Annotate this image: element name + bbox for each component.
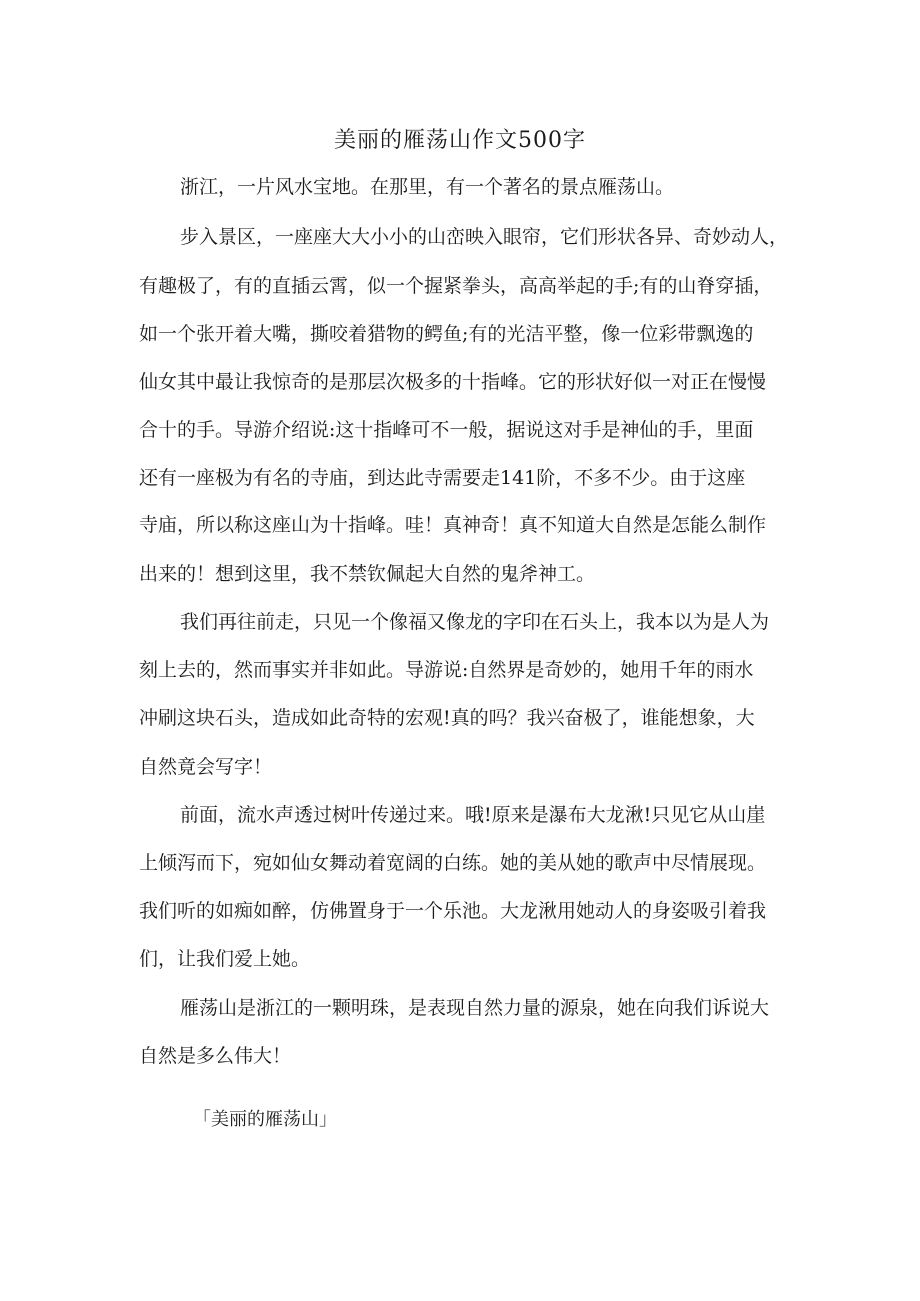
closing-signature: 「美丽的雁荡山」: [193, 1109, 337, 1130]
text-line: 步入景区，一座座大大小小的山峦映入眼帘，它们形状各异、奇妙动人，: [180, 226, 789, 248]
text-line: 如一个张开着大嘴，撕咬着猎物的鳄鱼;有的光洁平整，像一位彩带飘逸的: [139, 323, 754, 345]
text-line: 出来的！想到这里，我不禁钦佩起大自然的鬼斧神工。: [139, 563, 596, 585]
text-line: 浙江，一片风水宝地。在那里，有一个著名的景点雁荡山。: [180, 176, 675, 198]
text-line: 还有一座极为有名的寺庙，到达此寺需要走141阶，不多不少。由于这座: [139, 467, 746, 489]
text-line: 上倾泻而下，宛如仙女舞动着宽阔的白练。她的美从她的歌声中尽情展现。: [139, 852, 767, 874]
text-line: 刻上去的，然而事实并非如此。导游说:自然界是奇妙的，她用千年的雨水: [139, 659, 754, 681]
document-title: 美丽的雁荡山作文500字: [334, 128, 586, 153]
text-line: 自然是多么伟大！: [139, 1045, 292, 1067]
text-line: 们，让我们爱上她。: [139, 948, 311, 970]
text-line: 合十的手。导游介绍说:这十指峰可不一般，据说这对手是神仙的手，里面: [139, 419, 754, 441]
text-line: 前面，流水声透过树叶传递过来。哦!原来是瀑布大龙湫!只见它从山崖: [180, 804, 766, 826]
text-line: 寺庙，所以称这座山为十指峰。哇！真神奇！真不知道大自然是怎能么制作: [139, 514, 767, 536]
text-line: 雁荡山是浙江的一颗明珠，是表现自然力量的源泉，她在向我们诉说大: [180, 997, 770, 1019]
text-line: 冲刷这块石头，造成如此奇特的宏观!真的吗？我兴奋极了，谁能想象，大: [139, 707, 755, 729]
text-line: 我们听的如痴如醉，仿佛置身于一个乐池。大龙湫用她动人的身姿吸引着我: [139, 900, 767, 922]
text-line: 我们再往前走，只见一个像福又像龙的字印在石头上，我本以为是人为: [180, 611, 770, 633]
text-line: 仙女其中最让我惊奇的是那层次极多的十指峰。它的形状好似一对正在慢慢: [139, 371, 767, 393]
text-line: 有趣极了，有的直插云霄，似一个握紧拳头，高高举起的手;有的山脊穿插，: [139, 275, 773, 297]
text-line: 自然竟会写字！: [139, 756, 273, 778]
